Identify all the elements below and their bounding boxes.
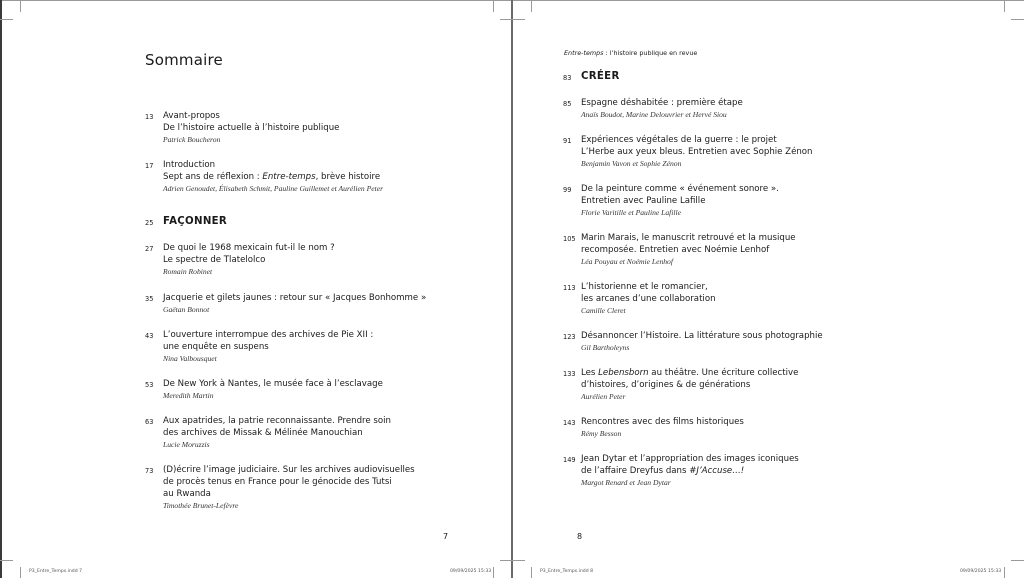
entry-page-number: 17 [145,162,154,170]
toc-entry [563,232,796,267]
entry-page-number: 73 [145,467,154,475]
toc-entry [563,367,799,402]
entry-title-line: De quoi le 1968 mexicain fut-il le nom ? [163,243,335,253]
entry-page-number: 99 [563,186,572,194]
folio-page-number: 8 [577,532,583,541]
entry-author: Florie Varitille et Pauline Lafille [581,208,681,217]
section-label: FAÇONNER [163,216,228,227]
toc-entry [563,97,743,120]
entry-title-line: une enquête en suspens [163,342,269,352]
entry-title-line: Désannoncer l’Histoire. La littérature sous photographie [581,331,823,341]
entry-page-number: 143 [563,419,576,427]
entry-author: Aurélien Peter [581,392,626,401]
footer-filename: P3_Entre_Temps.indd 8 [540,569,594,574]
footer-date: 09/09/2025 15:33 [960,569,1002,574]
entry-author: Léa Pouyau et Noémie Lenhof [581,257,673,266]
entry-title-line: Aux apatrides, la patrie reconnaissante. Prendre soin [163,416,391,426]
section-label: CRÉER [581,71,620,82]
right-page [513,0,1024,578]
entry-page-number: 113 [563,284,576,292]
entry-title-line: L’ouverture interrompue des archives de Pie XII : [163,330,374,340]
entry-title-line: Expériences végétales de la guerre : le projet [581,135,777,145]
entry-page-number: 43 [145,332,154,340]
entry-page-number: 35 [145,295,154,303]
entry-title-line: de procès tenus en France pour le génocide des Tutsi [163,477,392,487]
entry-title-line: L’Herbe aux yeux bleus. Entretien avec Sophie Zénon [581,147,813,157]
entry-title-line: Le spectre de Tlatelolco [163,255,266,265]
entry-page-number: 105 [563,235,576,243]
entry-author: Adrien Genoudet, Élisabeth Schmit, Pauline Guillemet et Aurélien Peter [163,184,384,193]
toc-entry [145,415,391,450]
toc-entry [145,329,374,364]
entry-author: Margot Renard et Jean Dytar [581,478,671,487]
footer-filename: P3_Entre_Temps.indd 7 [29,569,83,574]
entry-author: Rémy Besson [581,429,622,438]
entry-page-number: 123 [563,333,576,341]
entry-title-line: Introduction [163,160,216,170]
toc-entry [563,453,799,488]
section-heading [145,216,228,227]
entry-page-number: 149 [563,456,576,464]
entry-title-line: Marin Marais, le manuscrit retrouvé et la musique [581,233,796,243]
entry-page-number: 53 [145,381,154,389]
entry-title-line: Sept ans de réflexion : Entre-temps, brève histoire [163,172,381,182]
toc-entry [145,378,383,401]
footer-date: 09/09/2025 15:33 [450,569,492,574]
entry-page-number: 27 [145,245,154,253]
entry-author: Camille Cleret [581,306,626,315]
entry-author: Patrick Boucheron [163,135,221,144]
entry-title-line: des archives de Missak & Mélinée Manouchian [163,428,363,438]
entry-title-line: De la peinture comme « événement sonore ». [581,184,779,194]
entry-author: Romain Robinet [163,267,213,276]
entry-page-number: 63 [145,418,154,426]
running-head-subtitle: : l’histoire publique en revue [603,49,698,57]
section-heading [563,71,620,82]
toc-entry [145,159,384,194]
running-head [564,49,697,57]
entry-title-line: Jacquerie et gilets jaunes : retour sur « Jacques Bonhomme » [163,293,427,303]
entry-title-line: Les Lebensborn au théâtre. Une écriture collective [581,368,799,378]
entry-author: Nina Valbousquet [163,354,217,363]
toc-entry [563,183,779,218]
entry-title-line: (D)écrire l’image judiciaire. Sur les archives audiovisuelles [163,465,415,475]
entry-page-number: 133 [563,370,576,378]
entry-author: Gaëtan Bonnot [163,305,210,314]
entry-page-number: 85 [563,100,572,108]
toc-entry [563,330,823,353]
entry-title-line: Avant-propos [163,111,220,121]
entry-title-line: Rencontres avec des films historiques [581,417,744,427]
page-title: Sommaire [145,51,223,69]
entry-author: Anaïs Boudot, Marine Delouvrier et Hervé Siou [581,110,727,119]
section-page-number: 83 [563,74,572,82]
entry-title-line: d’histoires, d’origines & de générations [581,380,751,390]
entry-author: Benjamin Vavon et Sophie Zénon [581,159,682,168]
entry-title-line: Espagne déshabitée : première étape [581,98,743,108]
entry-page-number: 91 [563,137,572,145]
section-page-number: 25 [145,219,154,227]
entry-title-line: L’historienne et le romancier, [581,282,708,292]
entry-author: Meredith Martin [163,391,214,400]
folio-page-number: 7 [443,532,449,541]
entry-author: Gil Bartholeyns [581,343,630,352]
toc-entry [145,292,427,315]
toc-entry [145,464,415,511]
entry-author: Lucie Moruzzis [163,440,210,449]
entry-title-line: au Rwanda [163,489,211,499]
toc-entry [145,110,340,145]
running-head-journal: Entre-temps [564,49,604,57]
toc-entry [563,416,744,439]
toc-entry [563,134,813,169]
entry-title-line: Jean Dytar et l’appropriation des images iconiques [581,454,799,464]
entry-page-number: 13 [145,113,154,121]
toc-entry [563,281,716,316]
toc-entry [145,242,335,277]
entry-title-line: De New York à Nantes, le musée face à l’esclavage [163,379,383,389]
entry-title-line: de l’affaire Dreyfus dans #J’Accuse…! [581,466,745,476]
left-page [0,0,511,578]
entry-title-line: De l’histoire actuelle à l’histoire publique [163,123,340,133]
entry-title-line: les arcanes d’une collaboration [581,294,716,304]
entry-title-line: Entretien avec Pauline Lafille [581,196,706,206]
entry-title-line: recomposée. Entretien avec Noémie Lenhof [581,245,770,255]
entry-author: Timothée Brunet-Lefèvre [163,501,239,510]
